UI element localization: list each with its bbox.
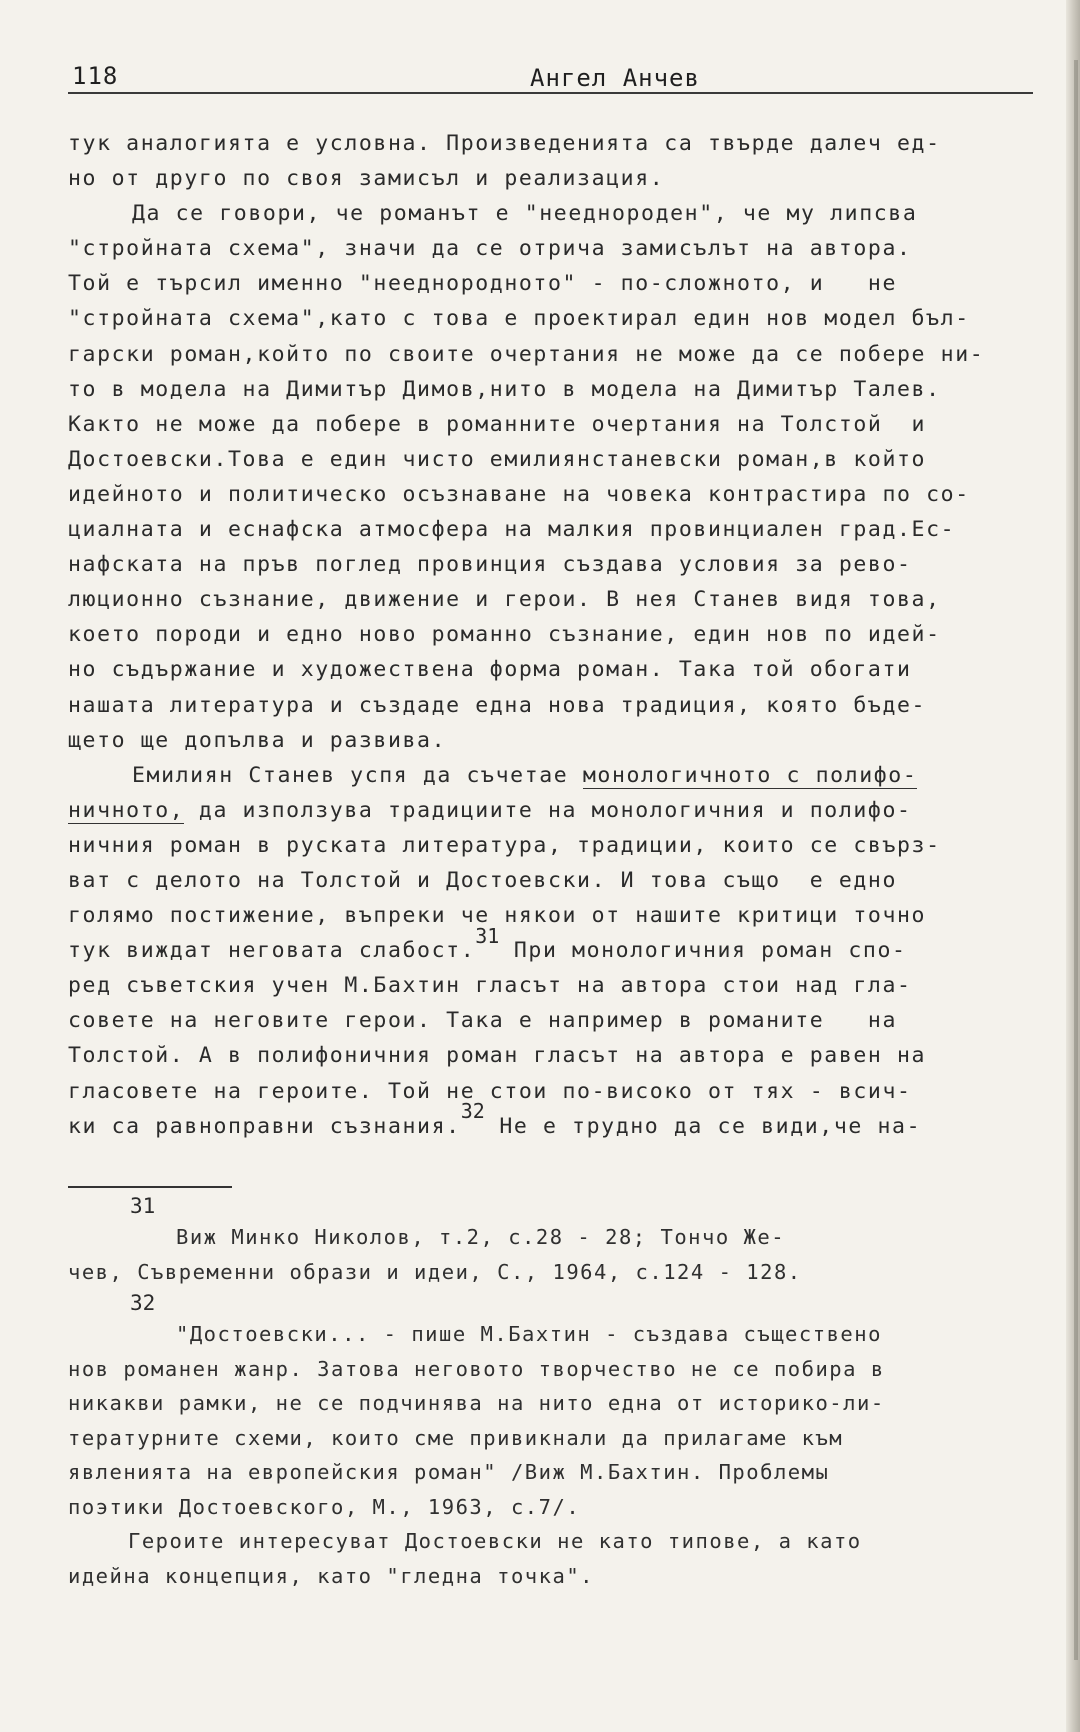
- text-line: "стройната схема", значи да се отрича замисълът на автора.: [68, 236, 912, 262]
- text-line: щето ще допълва и развива.: [68, 727, 447, 753]
- text-line: ред съветския учен М.Бахтин гласът на автора стои над гла-: [68, 973, 912, 999]
- text-line: то в модела на Димитър Димов,нито в модела на Димитър Талев.: [68, 376, 941, 402]
- text-segment: ки са равноправни съзнания.: [68, 1113, 461, 1139]
- footnote-line: тературните схеми, които сме привикнали да прилагаме към: [68, 1425, 844, 1450]
- footnote-line: Виж Минко Николов, т.2, с.28 - 28; Тончо Же-: [176, 1225, 786, 1249]
- footnote-line: поэтики Достоевского, М., 1963, с.7/.: [68, 1494, 581, 1519]
- text-line: нафската на пръв поглед провинция създава условия за рево-: [68, 552, 912, 578]
- running-header: [68, 62, 1033, 96]
- text-segment: да използува традициите на монологичния и полифо-: [184, 797, 912, 823]
- text-line: тук аналогията е условна. Произведенията са твърде далеч ед-: [68, 131, 941, 156]
- text-line: люционно съзнание, движение и герои. В нея Станев видя това,: [68, 587, 941, 613]
- footnote-number: 32: [130, 1291, 156, 1315]
- footnote-number: 31: [130, 1194, 156, 1218]
- text-line: голямо постижение, въпреки че някои от нашите критици точно: [68, 903, 927, 929]
- footnote-rule: [68, 1186, 232, 1188]
- footnote-ref-32[interactable]: 32: [460, 1099, 485, 1124]
- text-segment: Емилиян Станев успя да съчетае: [132, 762, 583, 788]
- text-line: Достоевски.Това е един чисто емилиянстаневски роман,в който: [68, 446, 927, 472]
- underlined-phrase: ничното,: [68, 797, 185, 823]
- page-number: 118: [72, 62, 119, 90]
- text-line: идейното и политическо осъзнаване на човека контрастира по со-: [68, 481, 970, 507]
- text-line: [68, 1099, 1038, 1144]
- footnote-line: явленията на европейския роман" /Виж М.Бахтин. Проблемы: [68, 1460, 830, 1484]
- text-segment: При монологичния роман спо-: [499, 938, 907, 964]
- main-text: [68, 126, 1038, 1144]
- text-line: циалната и еснафска атмосфера на малкия провинциален град.Ес-: [68, 517, 956, 543]
- text-line: гласовете на героите. Той не стои по-високо от тях - всич-: [68, 1078, 912, 1104]
- text-line: гарски роман,който по своите очертания не може да се побере ни-: [68, 341, 985, 367]
- footnote-line: идейна концепция, като "гледна точка".: [68, 1563, 594, 1588]
- header-rule: [68, 92, 1033, 94]
- text-line: което породи и едно ново романно съзнание, един нов по идей-: [68, 622, 941, 648]
- text-line: но от друго по своя замисъл и реализация.: [68, 166, 665, 192]
- text-line: Както не може да побере в романните очертания на Толстой и: [68, 411, 927, 437]
- text-line: Той е търсил именно "нееднородното" - по-сложното, и не: [68, 271, 898, 297]
- text-line: ничния роман в руската литература, традиции, които се свърз-: [68, 832, 941, 858]
- footnote-line: Героите интересуват Достоевски не като типове, а като: [128, 1529, 862, 1553]
- text-segment: Не е трудно да се види,че на-: [484, 1113, 922, 1139]
- footnote-line: "Достоевски... - пише М.Бахтин - създава съществено: [176, 1322, 882, 1346]
- text-line: но съдържание и художествена форма роман. Така той обогати: [68, 657, 912, 683]
- binding-edge: [1074, 60, 1078, 1660]
- text-segment: тук виждат неговата слабост.: [68, 938, 476, 964]
- paragraph-start: Да се говори, че романът е "нееднороден", че му липсва: [132, 201, 918, 227]
- footnote-ref-31[interactable]: 31: [475, 924, 500, 948]
- footnote-line: чев, Съвременни образи и идеи, С., 1964, с.124 - 128.: [68, 1259, 802, 1284]
- text-line: совете на неговите герои. Така е например в романите на: [68, 1008, 898, 1034]
- running-title: Ангел Анчев: [530, 64, 700, 92]
- text-line: Толстой. А в полифоничния роман гласът на автора е равен на: [68, 1043, 927, 1069]
- text-line: нашата литература и създаде една нова традиция, която бъде-: [68, 692, 927, 718]
- underlined-phrase: монологичното с полифо-: [582, 762, 918, 788]
- footnote-line: нов романен жанр. Затова неговото творчество не се побира в: [68, 1356, 885, 1381]
- text-line: ват с делото на Толстой и Достоевски. И това също е едно: [68, 867, 898, 893]
- footnotes: [68, 1192, 1038, 1593]
- text-line: [68, 793, 1038, 828]
- text-line: [68, 924, 1038, 968]
- footnote-line: никакви рамки, не се подчинява на нито една от историко-ли-: [68, 1391, 885, 1415]
- paragraph-start: [68, 758, 1038, 793]
- text-line: "стройната схема",като с това е проектирал един нов модел бъл-: [68, 306, 970, 332]
